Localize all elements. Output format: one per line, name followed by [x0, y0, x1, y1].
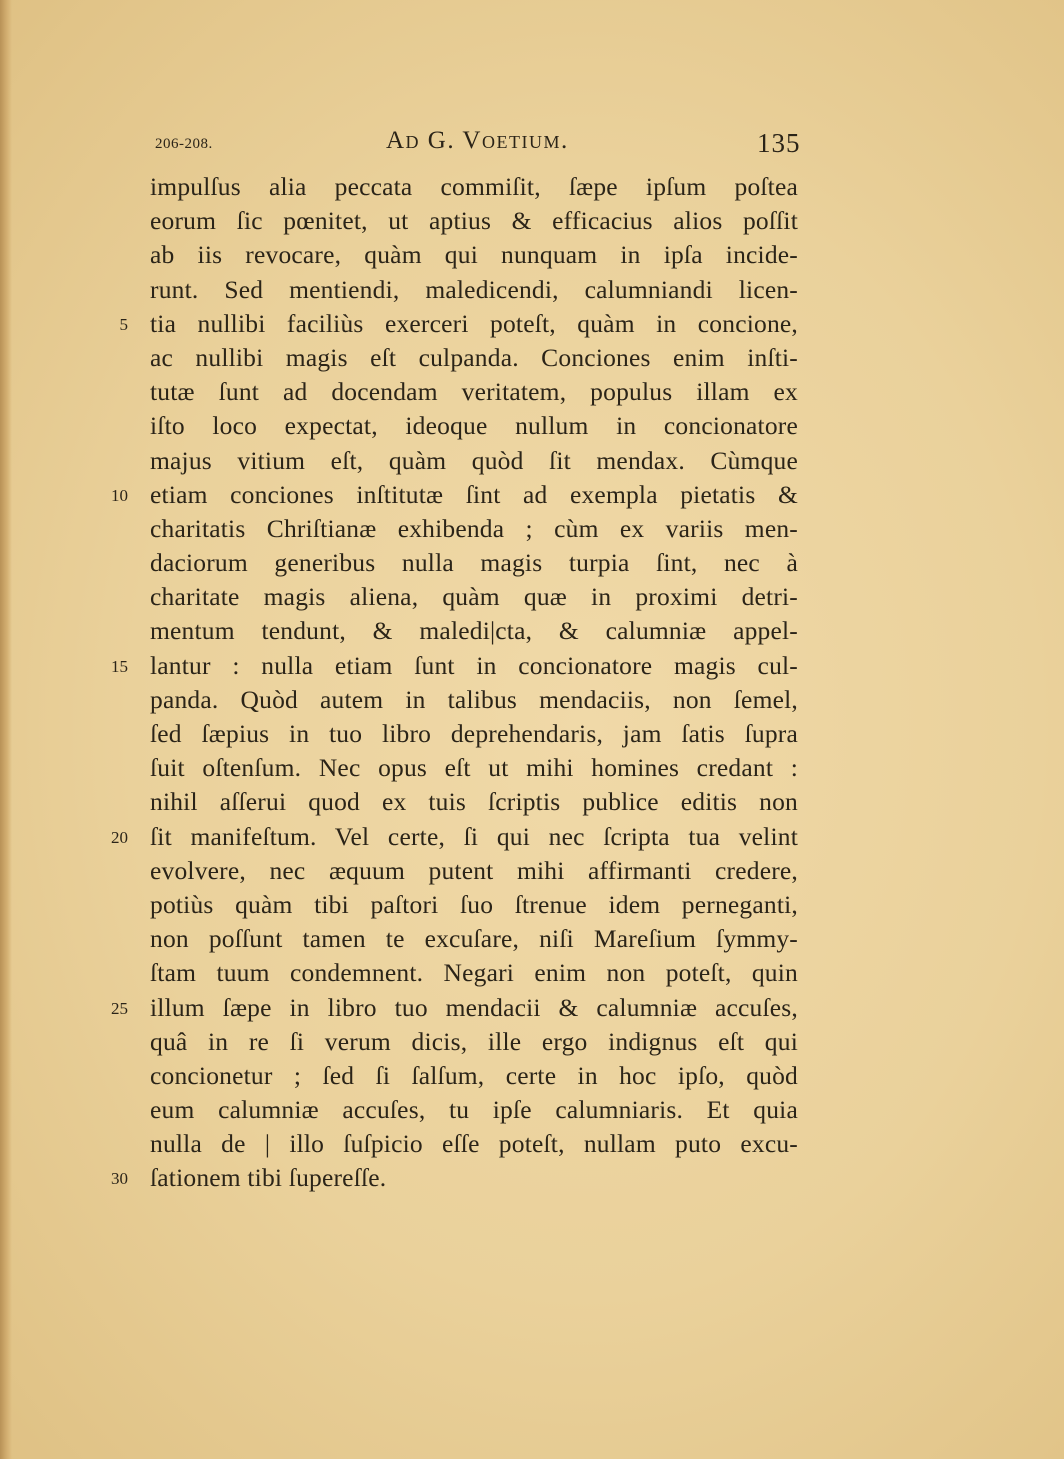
line-text: impulſus alia peccata commiſit, ſæpe ipſum poſtea: [150, 172, 798, 201]
line-text: tia nullibi faciliùs exerceri poteſt, quàm in concione,: [150, 308, 798, 338]
line-text: lantur : nulla etiam ſunt in concionatore magis cul-: [150, 650, 798, 680]
text-line: [0, 649, 1064, 683]
text-line: [0, 751, 1064, 785]
text-line: [0, 512, 1064, 546]
line-text: runt. Sed mentiendi, maledicendi, calumniandi licen-: [150, 274, 798, 304]
line-text: ſit manifeſtum. Vel certe, ſi qui nec ſcripta tua velint: [150, 821, 798, 851]
text-line: [0, 444, 1064, 478]
line-text: etiam conciones inſtitutæ ſint ad exempla pietatis &: [150, 479, 798, 509]
line-text: eorum ſic pœnitet, ut aptius & efficacius alios poſſit: [150, 206, 798, 236]
text-line: [0, 956, 1064, 990]
text-line: [0, 546, 1064, 580]
line-text: charitate magis aliena, quàm quæ in proximi detri-: [150, 582, 798, 612]
text-line: [0, 307, 1064, 341]
line-text: nihil aſſerui quod ex tuis ſcriptis publice editis non: [150, 787, 798, 817]
line-text: tutæ ſunt ad docendam veritatem, populus illam ex: [150, 377, 798, 407]
text-line: [0, 785, 1064, 819]
line-number: 10: [111, 485, 128, 505]
line-text: ſationem tibi ſupereſſe.: [150, 1163, 387, 1193]
line-text: quâ in re ſi verum dicis, ille ergo indignus eſt qui: [150, 1026, 798, 1056]
text-line: [0, 614, 1064, 648]
line-text: mentum tendunt, & maledi|cta, & calumniæ appel-: [150, 616, 798, 646]
line-text: evolvere, nec æquum putent mihi affirmanti credere,: [150, 855, 798, 885]
line-text: iſto loco expectat, ideoque nullum in concionatore: [150, 411, 798, 441]
text-line: [0, 238, 1064, 272]
line-number: 25: [111, 998, 128, 1018]
line-text: illum ſæpe in libro tuo mendacii & calumniæ accuſes,: [150, 992, 798, 1022]
text-line: [0, 204, 1064, 238]
text-line: [0, 273, 1064, 307]
text-line: [0, 580, 1064, 614]
line-text: ſed ſæpius in tuo libro deprehendaris, jam ſatis ſupra: [150, 719, 798, 748]
line-text: potiùs quàm tibi paſtori ſuo ſtrenue idem perneganti,: [150, 889, 798, 919]
line-text: ſtam tuum condemnent. Negari enim non poteſt, quin: [150, 958, 798, 988]
text-line: [0, 888, 1064, 922]
line-text: charitatis Chriſtianæ exhibenda ; cùm ex variis men-: [150, 513, 798, 543]
text-line: [0, 478, 1064, 512]
page-number: 135: [757, 128, 801, 158]
text-line: [0, 820, 1064, 854]
text-line: [0, 170, 1064, 204]
line-text: ac nullibi magis eſt culpanda. Conciones enim inſti-: [150, 342, 798, 372]
running-head: [0, 0, 1064, 160]
line-text: panda. Quòd autem in talibus mendaciis, non ſemel,: [150, 684, 798, 714]
body-text: [0, 170, 1064, 1196]
line-text: daciorum generibus nulla magis turpia ſint, nec à: [150, 548, 798, 578]
line-text: eum calumniæ accuſes, tu ipſe calumniaris. Et quia: [150, 1095, 798, 1125]
text-line: [0, 1093, 1064, 1127]
line-text: nulla de | illo ſuſpicio eſſe poteſt, nullam puto excu-: [150, 1129, 798, 1159]
running-head-section-range: 206-208.: [155, 136, 213, 152]
line-text: majus vitium eſt, quàm quòd ſit mendax. Cùmque: [150, 445, 798, 475]
line-text: ſuit oſtenſum. Nec opus eſt ut mihi homines credant :: [150, 753, 798, 783]
text-line: [0, 409, 1064, 443]
text-line: [0, 683, 1064, 717]
text-line: [0, 1025, 1064, 1059]
line-number: 30: [111, 1169, 128, 1189]
text-line: [0, 991, 1064, 1025]
line-text: ab iis revocare, quàm qui nunquam in ipſa incide-: [150, 240, 798, 270]
running-head-title: Ad G. Voetium.: [386, 127, 569, 154]
text-line: [0, 1161, 1064, 1195]
line-text: concionetur ; ſed ſi ſalſum, certe in hoc ipſo, quòd: [150, 1060, 798, 1090]
text-line: [0, 922, 1064, 956]
line-number: 20: [111, 827, 128, 847]
line-text: non poſſunt tamen te excuſare, niſi Mareſium ſymmy-: [150, 924, 798, 954]
text-line: [0, 717, 1064, 751]
line-number: 15: [111, 656, 128, 676]
line-number: 5: [119, 314, 128, 334]
text-line: [0, 854, 1064, 888]
text-line: [0, 375, 1064, 409]
text-line: [0, 341, 1064, 375]
text-line: [0, 1127, 1064, 1161]
text-line: [0, 1059, 1064, 1093]
